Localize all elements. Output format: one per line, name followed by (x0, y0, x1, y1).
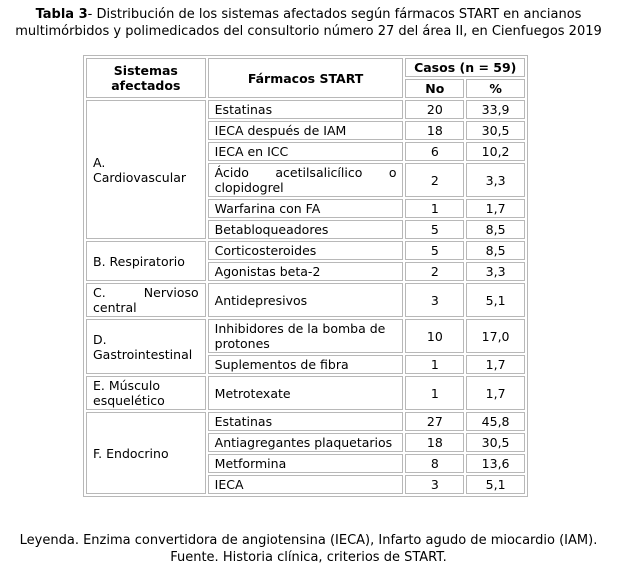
count-cell: 5 (405, 241, 464, 260)
system-cell: C. Nervioso central (86, 283, 206, 317)
legend-line: Leyenda. Enzima convertidora de angiotensina (IECA), Infarto agudo de miocardio (IAM). (19, 533, 598, 548)
count-cell: 18 (405, 433, 464, 452)
system-cell: F. Endocrino (86, 412, 206, 494)
count-cell: 2 (405, 262, 464, 281)
percent-cell: 8,5 (466, 220, 525, 239)
source-line: Fuente. Historia clínica, criterios de START. (170, 550, 447, 565)
drug-cell: IECA después de IAM (208, 121, 404, 140)
percent-cell: 33,9 (466, 100, 525, 119)
percent-cell: 3,3 (466, 163, 525, 197)
drug-cell: Ácido acetilsalicílico o clopidogrel (208, 163, 404, 197)
header-no: No (405, 79, 464, 98)
count-cell: 1 (405, 199, 464, 218)
drug-cell: Betabloqueadores (208, 220, 404, 239)
drug-cell: Corticosteroides (208, 241, 404, 260)
percent-cell: 17,0 (466, 319, 525, 353)
drug-cell: IECA en ICC (208, 142, 404, 161)
percent-cell: 5,1 (466, 475, 525, 494)
percent-cell: 45,8 (466, 412, 525, 431)
count-cell: 2 (405, 163, 464, 197)
drug-cell: Metrotexate (208, 376, 404, 410)
drug-cell: Antiagregantes plaquetarios (208, 433, 404, 452)
count-cell: 10 (405, 319, 464, 353)
table-row (86, 283, 525, 317)
drug-cell: Antidepresivos (208, 283, 404, 317)
count-cell: 1 (405, 355, 464, 374)
drug-cell: Estatinas (208, 100, 404, 119)
header-pct: % (466, 79, 525, 98)
count-cell: 27 (405, 412, 464, 431)
drug-cell: Metformina (208, 454, 404, 473)
count-cell: 5 (405, 220, 464, 239)
count-cell: 6 (405, 142, 464, 161)
count-cell: 8 (405, 454, 464, 473)
drug-cell: Warfarina con FA (208, 199, 404, 218)
drug-cell: Estatinas (208, 412, 404, 431)
drug-cell: Suplementos de fibra (208, 355, 404, 374)
drug-cell: Agonistas beta-2 (208, 262, 404, 281)
count-cell: 20 (405, 100, 464, 119)
drug-cell: IECA (208, 475, 404, 494)
percent-cell: 30,5 (466, 121, 525, 140)
count-cell: 18 (405, 121, 464, 140)
percent-cell: 10,2 (466, 142, 525, 161)
percent-cell: 3,3 (466, 262, 525, 281)
table-row (86, 376, 525, 410)
header-cases: Casos (n = 59) (405, 58, 525, 77)
count-cell: 3 (405, 475, 464, 494)
system-cell: B. Respiratorio (86, 241, 206, 281)
table-legend (0, 532, 617, 566)
percent-cell: 8,5 (466, 241, 525, 260)
table-row (86, 241, 525, 260)
count-cell: 3 (405, 283, 464, 317)
header-system: Sistemas afectados (86, 58, 206, 98)
percent-cell: 13,6 (466, 454, 525, 473)
count-cell: 1 (405, 376, 464, 410)
percent-cell: 1,7 (466, 376, 525, 410)
drug-cell: Inhibidores de la bomba de protones (208, 319, 404, 353)
table-row (86, 412, 525, 431)
system-cell: A. Cardiovascular (86, 100, 206, 239)
header-drugs: Fármacos START (208, 58, 404, 98)
percent-cell: 1,7 (466, 199, 525, 218)
table-container (83, 55, 528, 497)
percent-cell: 1,7 (466, 355, 525, 374)
table-body (86, 100, 525, 494)
caption-text: - Distribución de los sistemas afectados según fármacos START en ancianos multimórbidos y polimedicados del consultorio número 27 del área II, en Cienfuegos 2019 (15, 7, 602, 39)
percent-cell: 5,1 (466, 283, 525, 317)
system-cell: D. Gastrointestinal (86, 319, 206, 374)
system-cell: E. Músculo esquelético (86, 376, 206, 410)
caption-label: Tabla 3 (35, 7, 88, 22)
table-row (86, 100, 525, 119)
data-table (83, 55, 528, 497)
percent-cell: 30,5 (466, 433, 525, 452)
table-row (86, 319, 525, 353)
table-caption (0, 6, 617, 40)
